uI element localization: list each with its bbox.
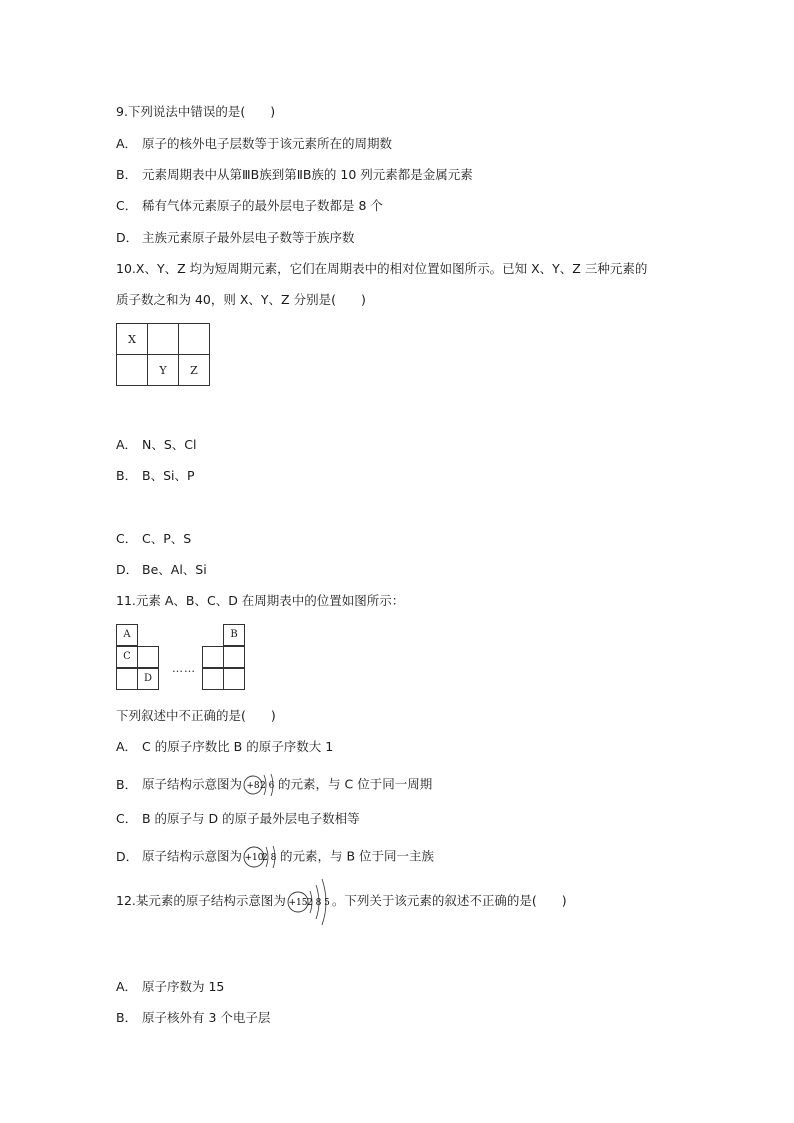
option-letter: B． [116, 776, 138, 792]
q11-cell [223, 646, 245, 668]
option-letter: A． [116, 979, 138, 994]
q12-option-b [116, 1009, 270, 1027]
shell-electrons: 2 8 [262, 853, 277, 863]
q10-stem-line2: 质子数之和为 40，则 X、Y、Z 分别是( ) [116, 292, 366, 307]
option-text-post: 的元素，与 C 位于同一周期 [278, 776, 433, 792]
option-letter: D． [116, 848, 139, 864]
q11-ellipsis: …… [172, 662, 196, 675]
q11-sub-stem: 下列叙述中不正确的是( ) [116, 708, 276, 723]
q11-cell [223, 668, 245, 690]
q9-option-c [116, 197, 383, 215]
option-text: 原子的核外电子层数等于该元素所在的周期数 [142, 136, 393, 151]
option-text-post: 的元素，与 B 位于同一主族 [280, 848, 435, 864]
option-letter: B． [116, 167, 138, 182]
q11-cell [116, 668, 138, 690]
q9-option-a [116, 135, 392, 153]
shell-electrons: 2 6 [260, 781, 275, 791]
q10-cell [179, 324, 210, 355]
option-letter: A． [116, 739, 138, 754]
atom-structure-diagram [242, 772, 278, 798]
option-letter: B． [116, 468, 138, 483]
q10-stem-line1: 10.X、Y、Z 均为短周期元素，它们在周期表中的相对位置如图所示。已知 X、Y、Z 三种元素的 [116, 261, 648, 276]
q11-cell [202, 668, 224, 690]
q10-option-a [116, 436, 197, 454]
option-text: C 的原子序数比 B 的原子序数大 1 [142, 739, 334, 754]
q10-option-d [116, 561, 207, 579]
option-text: Be、Al、Si [142, 562, 207, 577]
q10-option-c [116, 530, 191, 548]
option-text: N、S、Cl [142, 437, 197, 452]
option-letter: C． [116, 531, 138, 546]
q11-option-c [116, 810, 360, 828]
q11-cell-d: D [137, 668, 159, 690]
q9-option-b [116, 166, 473, 184]
nucleus-charge: +10 [244, 853, 264, 863]
atom-structure-diagram [286, 893, 332, 911]
q11-option-a [116, 738, 333, 756]
shell-electrons: 2 8 5 [306, 897, 330, 908]
option-text-pre: 原子结构示意图为 [142, 848, 243, 864]
q12-stem-post: 。下列关于该元素的叙述不正确的是( ) [331, 893, 567, 908]
option-text: 主族元素原子最外层电子数等于族序数 [142, 230, 355, 245]
q10-option-b [116, 467, 195, 485]
option-text: B 的原子与 D 的原子最外层电子数相等 [142, 811, 360, 826]
option-letter: C． [116, 811, 138, 826]
option-letter: A． [116, 437, 138, 452]
option-letter: D． [116, 562, 139, 577]
q12-stem-pre: 12.某元素的原子结构示意图为 [116, 893, 286, 908]
q9-stem: 9.下列说法中错误的是( ) [116, 104, 276, 119]
option-text: 稀有气体元素原子的最外层电子数都是 8 个 [142, 198, 383, 213]
option-letter: D． [116, 230, 139, 245]
q11-option-d [116, 844, 434, 870]
option-letter: B． [116, 1010, 138, 1025]
nucleus-charge: +15 [288, 897, 308, 908]
q11-cell [202, 646, 224, 668]
q10-cell [117, 355, 148, 386]
q12-option-a [116, 978, 224, 996]
atom-structure-diagram [242, 844, 280, 870]
option-text: C、P、S [142, 531, 192, 546]
q10-cell-z: Z [179, 355, 210, 386]
q11-cell-c: C [116, 646, 138, 668]
q12-stem [116, 892, 567, 911]
q11-cell-b: B [223, 624, 245, 646]
q11-stem: 11.元素 A、B、C、D 在周期表中的位置如图所示： [116, 593, 405, 608]
option-text: B、Si、P [142, 468, 195, 483]
option-text: 元素周期表中从第ⅢB族到第ⅡB族的 10 列元素都是金属元素 [142, 167, 473, 182]
q10-periodic-table [116, 323, 210, 386]
option-text: 原子序数为 15 [142, 979, 225, 994]
option-letter: A． [116, 136, 138, 151]
nucleus-charge: +8 [246, 781, 260, 791]
q11-cell [137, 646, 159, 668]
q9-option-d [116, 229, 355, 247]
option-text-pre: 原子结构示意图为 [142, 776, 243, 792]
q10-cell [148, 324, 179, 355]
q11-cell-a: A [116, 624, 138, 646]
option-text: 原子核外有 3 个电子层 [142, 1010, 271, 1025]
q11-option-b [116, 772, 432, 798]
q10-cell-x: X [117, 324, 148, 355]
option-letter: C． [116, 198, 138, 213]
q10-cell-y: Y [148, 355, 179, 386]
